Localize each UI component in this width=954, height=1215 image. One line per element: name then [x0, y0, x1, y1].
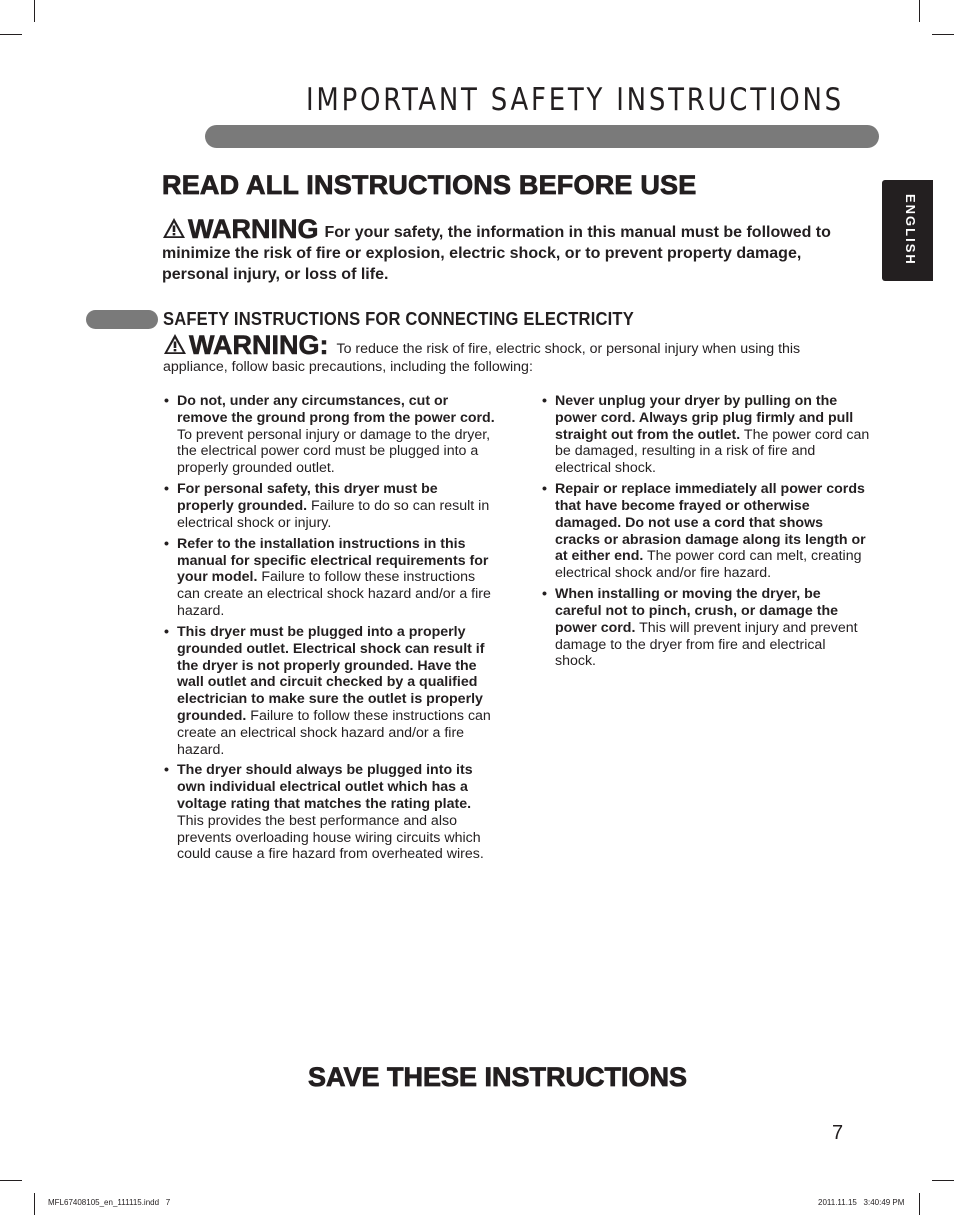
item-bold-text: When installing or moving the dryer, be careful not to pinch, crush, or damage the power cord.	[555, 586, 839, 636]
language-tab	[882, 180, 933, 281]
item-bold-text: Do not, under any circumstances, cut or remove the ground prong from the power cord.	[177, 393, 495, 426]
item-text: To prevent personal injury or damage to the dryer, the electrical power cord must be plugged into a properly grounded outlet.	[177, 426, 491, 477]
crop-mark	[919, 0, 920, 22]
list-item	[162, 393, 497, 477]
item-text: Failure to do so can result in electrical shock or injury.	[177, 497, 490, 531]
footer-file-name: MFL67408105_en_111115.indd 7	[48, 1198, 171, 1207]
read-all-heading: READ ALL INSTRUCTIONS BEFORE USE	[162, 170, 697, 200]
section-marker	[86, 310, 158, 329]
section-warning	[163, 330, 853, 376]
item-text: The power cord can be damaged, resulting in a risk of fire and electrical shock.	[555, 426, 870, 477]
list-item	[540, 393, 870, 477]
list-item	[162, 624, 497, 758]
item-bold-text: The dryer should always be plugged into its own individual electrical outlet which has a voltage rating that matches the rating plate.	[177, 762, 473, 813]
item-text: Failure to follow these instructions can create an electrical shock hazard and/or a fire hazard.	[177, 569, 491, 619]
left-column	[162, 393, 497, 867]
intro-warning-text: For your safety, the information in this manual must be followed to minimize the risk of fire or explosion, electric shock, or to prevent property damage, personal injury, or loss of life.	[162, 224, 831, 283]
crop-mark	[0, 34, 22, 35]
page-number: 7	[832, 1122, 844, 1144]
crop-mark	[0, 1180, 22, 1181]
save-instructions-heading: SAVE THESE INSTRUCTIONS	[308, 1062, 688, 1092]
right-column	[540, 393, 870, 674]
list-item	[162, 481, 497, 531]
crop-mark	[919, 1193, 920, 1215]
item-bold-text: This dryer must be plugged into a properly grounded outlet. Electrical shock can result if the dryer is not properly grounded. Have the wall outlet and circuit checked by a qualified electrician to make sure the outlet is properly grounded.	[177, 623, 485, 724]
language-tab-label: ENGLISH	[903, 194, 918, 266]
item-bold-text: Repair or replace immediately all power cords that have become frayed or otherwise damaged. Do not use a cord that shows cracks or abrasion damage along its length or at either end.	[555, 481, 866, 565]
list-item	[540, 586, 870, 670]
crop-mark	[34, 0, 35, 22]
page-title: IMPORTANT SAFETY INSTRUCTIONS	[306, 82, 844, 118]
footer-timestamp: 2011.11.15 3:40:49 PM	[818, 1198, 905, 1207]
crop-mark	[932, 1180, 954, 1181]
warning-triangle-icon	[162, 217, 186, 239]
crop-mark	[932, 34, 954, 35]
list-item	[162, 536, 497, 620]
title-bar	[205, 125, 879, 148]
list-item	[162, 762, 497, 863]
item-bold-text: Refer to the installation instructions in this manual for specific electrical requirements for your model.	[177, 535, 489, 586]
warning-triangle-icon	[163, 333, 187, 355]
item-text: This provides the best performance and also prevents overloading house wiring circuits which could cause a fire hazard from overheated wires.	[177, 812, 484, 863]
item-text: The power cord can melt, creating electrical shock and/or fire hazard.	[555, 548, 862, 582]
list-item	[540, 481, 870, 582]
crop-mark	[34, 1193, 35, 1215]
intro-warning	[162, 214, 842, 285]
item-text: Failure to follow these instructions can create an electrical shock hazard and/or a fire hazard.	[177, 707, 491, 758]
warning-label: WARNING	[188, 214, 319, 244]
section-warning-text: To reduce the risk of fire, electric shock, or personal injury when using this appliance, follow basic precautions, including the following:	[163, 341, 801, 375]
item-text: This will prevent injury and prevent damage to the dryer from fire and electrical shock.	[555, 619, 858, 670]
item-bold-text: For personal safety, this dryer must be properly grounded.	[177, 481, 438, 514]
item-bold-text: Never unplug your dryer by pulling on the power cord. Always grip plug firmly and pull straight out from the outlet.	[555, 393, 854, 443]
warning-label: WARNING:	[189, 330, 329, 360]
section-title: SAFETY INSTRUCTIONS FOR CONNECTING ELECTRICITY	[163, 309, 634, 329]
